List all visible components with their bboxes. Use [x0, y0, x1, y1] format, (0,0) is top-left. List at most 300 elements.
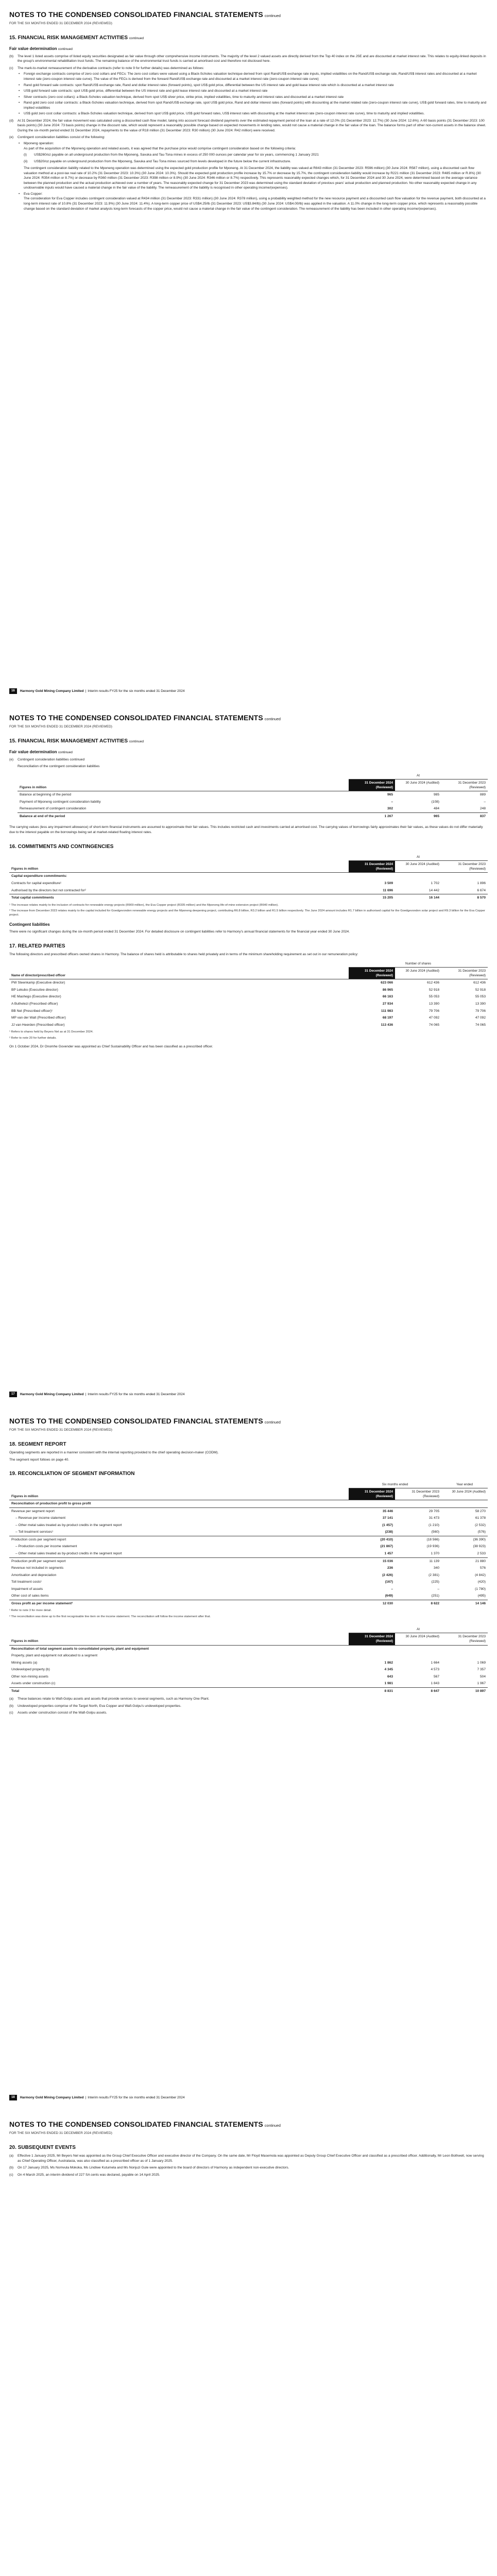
- bullet-item: [9, 72, 488, 81]
- table-group-label: At: [349, 854, 488, 861]
- table-group-label: Number of shares: [349, 960, 488, 968]
- table-cell: Payment of Mponeng contingent consideration liability: [20, 800, 101, 804]
- table-cell: Impairment of assets: [11, 1587, 43, 1591]
- table-cell: (1 780): [475, 1587, 486, 1591]
- table-cell: 567: [433, 1674, 439, 1679]
- table-cell: – Other metal sales treated as by-product credits in the segment report: [15, 1523, 122, 1527]
- table-header-cell: 31 December 2023 (Reviewed): [441, 1633, 488, 1645]
- table-group-label: At: [349, 772, 488, 779]
- table-header-cell: Figures in million: [18, 779, 349, 791]
- table-cell: (560): [431, 1530, 439, 1534]
- table-cell: 11 696: [383, 888, 393, 892]
- note-item-e: (e) Contingent consideration liabilities continued: [9, 757, 85, 761]
- table-row: [9, 1507, 488, 1515]
- table-cell: 47 092: [475, 1016, 486, 1020]
- table-cell: 52 918: [475, 988, 486, 992]
- table-cell: (576): [477, 1530, 486, 1534]
- table-cell: 484: [433, 807, 439, 811]
- table-cell: 889: [479, 793, 486, 797]
- table-cell: 14 442: [429, 888, 439, 892]
- table-group-row: [9, 1626, 488, 1633]
- table-cell: [441, 1500, 488, 1508]
- table-cell: 504: [479, 1674, 486, 1679]
- table-row: [9, 1666, 488, 1673]
- table-cell: 113 436: [381, 1023, 393, 1027]
- table-cell: –: [391, 800, 393, 804]
- note-text: Assets under construction consist of the Wafi-Golpu assets.: [18, 1711, 107, 1715]
- table-cell: 302: [387, 807, 393, 811]
- table-group-row: [9, 1481, 488, 1488]
- table-row: [9, 1565, 488, 1572]
- table-cell: 1 370: [431, 1552, 439, 1556]
- table-row: [9, 880, 488, 887]
- table-cell: 965: [395, 812, 441, 820]
- table-cell: [441, 873, 488, 880]
- table-row: [9, 1022, 488, 1029]
- table-cell: (21 867): [380, 1545, 393, 1549]
- table-cell: 1 267: [349, 812, 395, 820]
- item-text: On 4 March 2025, an interim dividend of 227 SA cents was declared, payable on 14 April 2025.: [18, 2173, 160, 2177]
- table-cell: 837: [441, 812, 488, 820]
- table-cell: (225): [431, 1580, 439, 1584]
- table-cell: 3 509: [384, 881, 393, 885]
- table-cell: –: [484, 800, 486, 804]
- bullet-mponeng: • Mponeng operation: As part of the acquisition of the Mponeng operation and related assets, it was agreed that the purchase price would comprise contingent consideration based on the following criteria:: [19, 142, 296, 150]
- note-item: [9, 1697, 488, 1702]
- table-cell: 1 862: [384, 1660, 393, 1665]
- table-row: [9, 894, 488, 902]
- contingent-liabilities-heading: Contingent liabilities: [9, 922, 50, 927]
- table-header-cell: 30 June 2024 (Audited): [395, 968, 441, 979]
- table-group-row: [18, 772, 488, 779]
- footnote: ² The increase from December 2023 relates mainly to the capital included for Goedgevonden renewable energy projects and the Mponeng deepening project, contributing R6.8 billion, R3.2 billion and R1.5 billion respectively. The June 2024 amount includes R1.7 billion in authorised capital for the Goedgevonden solar project and R9.3 billion for the Eva Copper project.: [9, 909, 485, 917]
- table-cell: 985: [433, 793, 439, 797]
- table-cell: 2 533: [477, 1552, 486, 1556]
- related-parties-after: On 1 October 2024, Dr Onomhe Govender was appointed as Chief Sustainability Officer and has been classified as a prescribed officer.: [9, 1044, 213, 1048]
- table-row: [9, 1673, 488, 1681]
- page-title: NOTES TO THE CONDENSED CONSOLIDATED FINANCIAL STATEMENTS continued: [9, 10, 281, 19]
- table-header-cell: 31 December 2023 (Reviewed): [441, 779, 488, 791]
- table-cell: 52 918: [429, 988, 439, 992]
- table-cell: 612 436: [473, 981, 486, 985]
- table-row: [9, 1592, 488, 1600]
- section-heading: 15. FINANCIAL RISK MANAGEMENT ACTIVITIES continued: [9, 738, 144, 744]
- segment-report-paragraph-2: The segment report follows on page 40.: [9, 1458, 70, 1462]
- subsection-heading: Fair value determination continued: [9, 46, 73, 52]
- section-heading-17: 17. RELATED PARTIES: [9, 943, 65, 949]
- section-heading-20: 20. SUBSEQUENT EVENTS: [9, 2144, 76, 2150]
- note-text: These balances relate to Wafi-Golpu assets and assets that provide services to several segments, such as Harmony One Plant.: [18, 1697, 210, 1701]
- sub-item-i: (i) US$260/oz payable on all underground production from the Mponeng, Savuka and Tau Tona mines in excess of 250 000 ounces per calendar year for six years, commencing 1 January 2021: [24, 153, 319, 157]
- table-row: [18, 805, 488, 812]
- table-cell: Total: [9, 1687, 349, 1694]
- table-cell: Balance at end of the period: [18, 812, 349, 820]
- table-cell: 58 270: [441, 1507, 488, 1515]
- table-cell: 47 092: [429, 1016, 439, 1020]
- table-cell: 66 163: [382, 995, 393, 999]
- table-header-cell: Name of director/prescribed officer: [9, 968, 349, 979]
- table-cell: Undeveloped property (b): [11, 1668, 50, 1672]
- page-subtitle: FOR THE SIX MONTHS ENDED 31 DECEMBER 2024 (REVIEWED): [9, 2131, 112, 2136]
- bullet-item: [9, 83, 488, 88]
- subsequent-event-item: [9, 2165, 488, 2171]
- subsection-heading: Fair value determination continued: [9, 750, 73, 755]
- table-row: [9, 1600, 488, 1607]
- table-row: [9, 1500, 488, 1508]
- page-footer: 16 Harmony Gold Mining Company Limited | Interim results FY25 for the six months ended 31 December 2024: [9, 688, 185, 694]
- table-row: [9, 1680, 488, 1687]
- table-cell: 37 141: [382, 1516, 393, 1520]
- table-cell: 965: [387, 793, 393, 797]
- note-label: (a): [9, 1697, 14, 1701]
- note-item-e: (e) Contingent consideration liabilities consist of the following:: [9, 135, 105, 140]
- table-cell: Total capital commitments: [9, 894, 349, 902]
- table-cell: (2 532): [475, 1523, 486, 1527]
- table-cell: 13 390: [429, 1002, 439, 1006]
- table-cell: 29 705: [395, 1507, 441, 1515]
- table-cell: 248: [479, 807, 486, 811]
- note-item-b: (b) The level 1 listed assets comprise of listed equity securities designated as fair value through other comprehensive income instruments. The majority of the level 2 valued assets are directly derived from the Top 40 index on the JSE and are discounted at market interest rate. This relates to equity-linked deposits in the group's environmental rehabilitation trust funds. The remaining balance of the environmental trust funds is carried at amortised cost and therefore not disclosed here.: [9, 54, 486, 63]
- table-cell: 86 965: [382, 988, 393, 992]
- bullet-text: Foreign exchange contracts comprise of zero cost collars and FECs: The zero cost collars were valued using a Black-Scholes valuation technique derived from spot Rand/US$ exchange rate inputs, implied volatilities on the Rand/US$ exchange rate, Rand/US$ interest rates and discounted at a market interest rate (zero-coupon interest rate curve). The value of the FECs is derived from the forward Rand/US$ exchange rate and discounted at a market interest rate (zero-coupon interest rate curve): [24, 72, 477, 81]
- segment-assets-table: [9, 1626, 488, 1694]
- footnote: ¹ Refers to shares held by Beyers Nel as at 31 December 2024.: [9, 1030, 94, 1034]
- table-cell: Reconciliation of production profit to gross profit: [11, 1502, 91, 1506]
- table-cell: 236: [387, 1566, 393, 1570]
- page-title: NOTES TO THE CONDENSED CONSOLIDATED FINANCIAL STATEMENTS continued: [9, 2120, 281, 2128]
- table-header-cell: 30 June 2024 (Audited): [395, 861, 441, 873]
- table-row: [9, 1550, 488, 1557]
- item-text: Effective 1 January 2025, Mr Beyers Nel was appointed as the Group Chief Executive Officer and executive director of the Company. On the same date, Mr Floyd Masemola was appointed as Deputy Group Chief Executive Officer and classified as a prescribed officer. Additionally, Mr Leon Bothwell, now serving as Chief Operating Officer, Australasia, was also classified as a prescribed officer as of 1 January 2025.: [18, 2154, 484, 2163]
- table-cell: 74 065: [475, 1023, 486, 1027]
- table-header-cell: 31 December 2024 (Reviewed): [349, 1633, 395, 1645]
- table-cell: Property, plant and equipment not allocated to a segment: [11, 1654, 98, 1658]
- table-row: [9, 1586, 488, 1593]
- table-row: [9, 1579, 488, 1586]
- bullet-text: US$ gold forward sale contracts: spot US$ gold price, differential between the US interest rate and gold lease interest rate and discounted at a market interest rate: [24, 89, 268, 93]
- table-row: [9, 1014, 488, 1022]
- page-title: NOTES TO THE CONDENSED CONSOLIDATED FINANCIAL STATEMENTS continued: [9, 714, 281, 722]
- table-row: [9, 1572, 488, 1579]
- table-cell: [349, 1500, 395, 1508]
- table-cell: Contracts for capital expenditure¹: [11, 881, 62, 885]
- bullet-glyph: •: [19, 83, 20, 87]
- table-cell: (2 381): [429, 1573, 439, 1577]
- table-row: [9, 1557, 488, 1565]
- note-item: [9, 1710, 488, 1716]
- table-row: [9, 1001, 488, 1008]
- table-cell: 576: [479, 1566, 486, 1570]
- section-heading: 15. FINANCIAL RISK MANAGEMENT ACTIVITIES continued: [9, 35, 144, 41]
- table-cell: 4 573: [431, 1668, 439, 1672]
- page-1: [0, 0, 497, 703]
- table-cell: Other cost of sales items: [11, 1594, 49, 1598]
- table-cell: 1 896: [477, 881, 486, 885]
- table-row: [9, 993, 488, 1001]
- section-heading-19: 19. RECONCILIATION OF SEGMENT INFORMATION: [9, 1471, 135, 1477]
- table-cell: – Toll treatment services¹: [15, 1530, 54, 1534]
- table-cell: [9, 1481, 349, 1488]
- table-row: [9, 1645, 488, 1652]
- commitments-table: [9, 854, 488, 902]
- table-row: [9, 1515, 488, 1522]
- table-cell: 27 934: [382, 1002, 393, 1006]
- bullet-eva-copper: • Eva Copper: The consideration for Eva Copper includes contingent consideration valued at R434 million (31 December 2023: R331 million) (30 June 2024: R378 million), using a probability weighted method for the new resource payment and a discounted cash flow valuation for the revenue payment, both discounted at a long-term interest rate of 10.8% (31 December 2023: 11.9%) (30 June 2024: 11.4%). A long-term copper price of US$4.25/lb (31 December 2023: US$3.84/lb) (30 June 2024: US$4.00/lb) was applied in the valuation. A 11.0% change in the long-term copper price, which represents a reasonably possible change based on the standard deviation of market analysts long-term forecasts of the copper price, would not cause a material change in the fair value of the contingent consideration. The remeasurement of the liability has been included in other operating income/(expenses).: [19, 192, 486, 211]
- table-cell: 79 706: [475, 1009, 486, 1013]
- table-cell: 14 146: [441, 1600, 488, 1607]
- footnote: ¹ Refer to note 3 for more detail.: [9, 1609, 52, 1613]
- note-label: (c): [9, 1711, 13, 1715]
- table-cell: A Buthelezi (Prescribed officer): [11, 1002, 58, 1006]
- bullet-text: Rand gold forward sale contracts: spot Rand/US$ exchange rate, Rand and dollar interest rates (forward points), spot US$ gold price, differential between the US interest rate and gold lease interest rate which is discounted at a market interest rate: [24, 83, 394, 87]
- table-cell: MP van der Walt (Prescribed officer): [11, 1016, 66, 1020]
- table-cell: 612 436: [427, 981, 439, 985]
- table-cell: PW Steenkamp (Executive director): [11, 981, 65, 985]
- table-cell: 340: [433, 1566, 439, 1570]
- related-parties-paragraph: The following directors and prescribed officers owned shares in Harmony. The balance of shares held is attributable to shares held privately and in terms of the minimum shareholding requirement as set out in our remuneration policy:: [9, 953, 358, 957]
- table-cell: [395, 1652, 441, 1659]
- bullet-glyph: •: [19, 112, 20, 116]
- note-item: [9, 1704, 488, 1709]
- table-cell: 31 473: [429, 1516, 439, 1520]
- page-4: [0, 2110, 497, 2576]
- table-cell: 21 880: [441, 1557, 488, 1565]
- bullet-item: [9, 111, 488, 116]
- table-cell: 8 831: [349, 1687, 395, 1694]
- table-header-cell: Figures in million: [9, 861, 349, 873]
- table-cell: [349, 1652, 395, 1659]
- table-cell: 55 053: [429, 995, 439, 999]
- table-cell: (1 210): [429, 1523, 439, 1527]
- table-cell: 68 197: [382, 1016, 393, 1020]
- table-cell: 35 446: [349, 1507, 395, 1515]
- table-cell: (1 457): [382, 1523, 393, 1527]
- note-label: (b): [9, 1704, 14, 1708]
- table-cell: Gross profit as per income statement²: [9, 1600, 349, 1607]
- note-item-c: (c) The mark-to-market remeasurement of the derivative contracts (refer to note 9 for further details) was determined as follows:: [9, 66, 204, 70]
- table-header-cell: 30 June 2024 (Audited): [395, 779, 441, 791]
- table-cell: Amortisation and depreciation: [11, 1573, 57, 1577]
- bullet-glyph: •: [19, 95, 20, 99]
- table-cell: 8 622: [395, 1600, 441, 1607]
- fair-value-paragraph: The carrying values (less any impairment allowance) of short-term financial instruments are assumed to approximate their fair values. This includes restricted cash and investments carried at amortised cost. The carrying values of borrowings fairly approximates their fair values, as these values do not differ materially due to the interest payable on the borrowings being set at market-related floating interest rates.: [9, 825, 483, 835]
- table-cell: 55 053: [475, 995, 486, 999]
- table-row: [9, 979, 488, 987]
- table-cell: (251): [431, 1594, 439, 1598]
- table-cell: Assets under construction (c): [11, 1682, 56, 1686]
- table-cell: BB Nel (Prescribed officer)¹: [11, 1009, 53, 1013]
- item-label: (a): [9, 2154, 14, 2158]
- page-subtitle: FOR THE SIX MONTHS ENDED 31 DECEMBER 2024 (REVIEWED): [9, 22, 112, 26]
- table-group-label: Six months ended: [349, 1481, 441, 1488]
- table-row: [9, 1652, 488, 1659]
- table-cell: Toll treatment costs¹: [11, 1580, 42, 1584]
- bullet-text: Rand gold zero cost collar contracts: a Black-Scholes valuation technique, derived from spot Rand/US$ exchange rate, spot US$ gold price, Rand and dollar interest rates (forward points) with discounting at the market related rate (zero-coupon interest rate curve), US$ gold forward rates, time to maturity and implied volatilities: [24, 101, 487, 110]
- table-cell: 13 390: [475, 1002, 486, 1006]
- table-group-row: [9, 854, 488, 861]
- note-text: Undeveloped properties comprise of the Target North, Eva Copper and Wafi-Golpu's undeveloped properties.: [18, 1704, 181, 1708]
- table-cell: 8 570: [441, 894, 488, 902]
- item-text: On 17 January 2025, Ms Nomvula Mokoka, Ms Lindiwe Kutumela and Ms Nonjuzi Gule were appointed to the board of directors of Harmony as independent non-executive directors.: [18, 2166, 289, 2170]
- bullet-glyph: •: [19, 101, 20, 105]
- table-cell: Capital expenditure commitments:: [11, 874, 67, 878]
- table-row: [9, 1522, 488, 1529]
- table-header-cell: 31 December 2023 (Reviewed): [395, 1488, 441, 1500]
- table-cell: 111 983: [381, 1009, 393, 1013]
- table-cell: (20 410): [349, 1536, 395, 1543]
- table-cell: (4 842): [475, 1573, 486, 1577]
- table-cell: 74 065: [429, 1023, 439, 1027]
- table-cell: [395, 1500, 441, 1508]
- table-header-cell: Figures in million: [9, 1488, 349, 1500]
- table-cell: Mining assets (a): [11, 1660, 38, 1665]
- table-cell: – Other metal sales treated as by-product credits in the segment report: [15, 1552, 122, 1556]
- table-cell: Authorised by the directors but not contracted for²: [11, 888, 86, 892]
- note-item-d: (d) At 31 December 2024, the fair value movement was calculated using a discounted cash flow model, taking into account forecast dividend payments over the estimated repayment period of the loan at a rate of 12.0% (31 December 2023: 12.7%) (30 June 2024: 12.6%). A 60 basis points (31 December 2023: 100 basis points) (30 June 2024: 73 basis points) change in the discount rate, which would represent a reasonably possible change based on expected movements in lending rates, would not cause a material change in the fair value of the loan. The balance forms part of other non-current assets in the balance sheet. During the six-month period ended 31 December 2024, repayments to the value of R18 million (31 December 2023: R30 million) (30 June 2024: R42 million) were received.: [9, 118, 486, 132]
- table-cell: [349, 873, 395, 880]
- related-parties-table: [9, 960, 488, 1028]
- table-cell: 643: [387, 1674, 393, 1679]
- table-cell: Reconciliation of total segment assets to consolidated property, plant and equipment: [11, 1647, 149, 1651]
- table-cell: 12 030: [349, 1600, 395, 1607]
- table-header-row: [9, 968, 488, 979]
- table-row: [9, 887, 488, 894]
- table-cell: [9, 960, 349, 968]
- table-cell: 1 702: [431, 881, 439, 885]
- table-cell: (38 923): [473, 1545, 486, 1549]
- page-title: NOTES TO THE CONDENSED CONSOLIDATED FINANCIAL STATEMENTS continued: [9, 1417, 281, 1425]
- table-cell: 8 647: [395, 1687, 441, 1694]
- table-row: [18, 799, 488, 806]
- table-cell: 1 967: [477, 1682, 486, 1686]
- table-cell: 1 457: [384, 1552, 393, 1556]
- bullet-item: [9, 100, 488, 110]
- sub-item-ii: (ii) US$20/oz payable on underground production from the Mponeng, Savuka and Tau Tona mines sourced from levels developed in the future below the current infrastructure.: [24, 159, 291, 163]
- table-cell: (649): [385, 1594, 393, 1598]
- table-cell: Revenue not included in segments: [11, 1566, 64, 1570]
- table-cell: (420): [477, 1580, 486, 1584]
- table-cell: (238): [385, 1530, 393, 1534]
- table-header-cell: 31 December 2024 (Reviewed): [349, 1488, 395, 1500]
- table-header-row: [18, 779, 488, 791]
- table-header-cell: 31 December 2024 (Reviewed): [349, 861, 395, 873]
- table-group-row: [9, 960, 488, 968]
- table-cell: [441, 1645, 488, 1652]
- section-heading-16: 16. COMMITMENTS AND CONTINGENCIES: [9, 843, 114, 850]
- table-cell: Production costs per segment report: [9, 1536, 349, 1543]
- table-cell: 1 069: [477, 1660, 486, 1665]
- table-cell: [18, 772, 349, 779]
- table-row: [9, 1543, 488, 1550]
- bullet-text: US$ gold zero cost collar contracts: a Black-Scholes valuation technique, derived from spot US$ gold price, US$ gold forward rates, US$ interest rates with discounting at the market interest rate (zero-coupon interest rate curve), time to maturity and implied volatilities.: [24, 112, 425, 116]
- table-cell: Other non-mining assets: [11, 1674, 48, 1679]
- table-cell: 6 674: [477, 888, 486, 892]
- segment-report-paragraph: Operating segments are reported in a manner consistent with the internal reporting provided to the chief operating decision-maker (CODM).: [9, 1451, 219, 1455]
- reconciliation-label: Reconciliation of the contingent consideration liabilities: [18, 765, 100, 769]
- table-cell: HE Mashego (Executive director): [11, 995, 61, 999]
- table-cell: –: [437, 1587, 439, 1591]
- item-label: (b): [9, 2166, 14, 2170]
- table-cell: (2 426): [382, 1573, 393, 1577]
- table-cell: – Revenue per income statement: [15, 1516, 66, 1520]
- table-cell: JJ van Heerden (Prescribed officer): [11, 1023, 65, 1027]
- table-cell: (167): [385, 1580, 393, 1584]
- bullet-item: [9, 89, 488, 94]
- page-footer: 18 Harmony Gold Mining Company Limited | Interim results FY25 for the six months ended 31 December 2024: [9, 2095, 185, 2100]
- table-cell: 4 345: [384, 1668, 393, 1672]
- table-header-row: [9, 1633, 488, 1645]
- table-cell: Revenue per segment report: [9, 1507, 349, 1515]
- table-header-cell: 31 December 2023 (Reviewed): [441, 861, 488, 873]
- table-cell: (19 936): [426, 1545, 439, 1549]
- table-header-row: [9, 861, 488, 873]
- table-header-cell: 30 June 2024 (Audited): [441, 1488, 488, 1500]
- bullet-item: [9, 95, 488, 100]
- table-header-cell: Figures in million: [9, 1633, 349, 1645]
- subsequent-event-item: [9, 2154, 488, 2163]
- table-cell: 15 036: [349, 1557, 395, 1565]
- page-subtitle: FOR THE SIX MONTHS ENDED 31 DECEMBER 2024 (REVIEWED): [9, 1428, 112, 1432]
- table-row: [18, 812, 488, 820]
- table-header-cell: 30 June 2024 (Audited): [395, 1633, 441, 1645]
- contingent-consideration-table: [18, 772, 488, 820]
- table-cell: [395, 873, 441, 880]
- footnote: ² Refer to note 20 for further details.: [9, 1036, 57, 1040]
- table-cell: (36 390): [441, 1536, 488, 1543]
- table-row: [9, 873, 488, 880]
- table-row: [9, 1659, 488, 1667]
- table-header-row: [9, 1488, 488, 1500]
- table-cell: Remeasurement of contingent consideration: [20, 807, 87, 811]
- bullet-glyph: •: [19, 89, 20, 93]
- table-row: [9, 1008, 488, 1015]
- page-3: [0, 1406, 497, 2110]
- contingent-liabilities-paragraph: There were no significant changes during the six-month period ended 31 December 2024. For detailed disclosure on contingent liabilities refer to Harmony's annual financial statements for the financial year ended 30 June 2024.: [9, 930, 350, 934]
- table-row: [9, 1687, 488, 1694]
- page-footer: 17 Harmony Gold Mining Company Limited | Interim results FY25 for the six months ended 31 December 2024: [9, 1392, 185, 1397]
- table-cell: (18 566): [395, 1536, 441, 1543]
- table-group-label: At: [349, 1626, 488, 1633]
- table-cell: 7 357: [477, 1668, 486, 1672]
- page-subtitle: FOR THE SIX MONTHS ENDED 31 DECEMBER 2024 (REVIEWED): [9, 725, 112, 729]
- bullet-glyph: •: [19, 72, 20, 76]
- table-cell: BP Lekubo (Executive director): [11, 988, 58, 992]
- table-cell: – Production costs per income statement: [15, 1545, 77, 1549]
- table-header-cell: 31 December 2024 (Reviewed): [349, 968, 395, 979]
- subsequent-event-item: [9, 2173, 488, 2178]
- table-cell: [9, 854, 349, 861]
- segment-reconciliation-table: [9, 1481, 488, 1607]
- table-cell: (108): [431, 800, 439, 804]
- table-cell: (495): [477, 1594, 486, 1598]
- table-row: [9, 1529, 488, 1536]
- bullet-text: Silver contracts (zero cost collars): a Black-Scholes valuation technique, derived from spot US$ silver price, strike price, implied volatilities, time to maturity and interest rates and discounted at a market interest rate: [24, 95, 344, 99]
- table-row: [9, 1536, 488, 1543]
- item-label: (c): [9, 2173, 13, 2177]
- table-cell: [349, 1645, 395, 1652]
- footnote: ² The reconciliation was done up to the first recognisable line item on the income statement. The reconciliation will follow the income statement after that.: [9, 1615, 211, 1618]
- footnote: ¹ The increase relates mainly to the inclusion of contracts for renewable energy projects (R909 million), the Eva Copper project (R335 million) and the Mponeng life-of-mine extension project (R640 million).: [9, 903, 279, 907]
- table-cell: [9, 1626, 349, 1633]
- page-2: [0, 703, 497, 1406]
- table-cell: Balance at beginning of the period: [20, 793, 72, 797]
- table-cell: 1 664: [431, 1660, 439, 1665]
- table-cell: 10 897: [441, 1687, 488, 1694]
- table-cell: [395, 1645, 441, 1652]
- section-heading-18: 18. SEGMENT REPORT: [9, 1441, 66, 1447]
- table-row: [9, 987, 488, 994]
- table-group-label: Year ended: [441, 1481, 488, 1488]
